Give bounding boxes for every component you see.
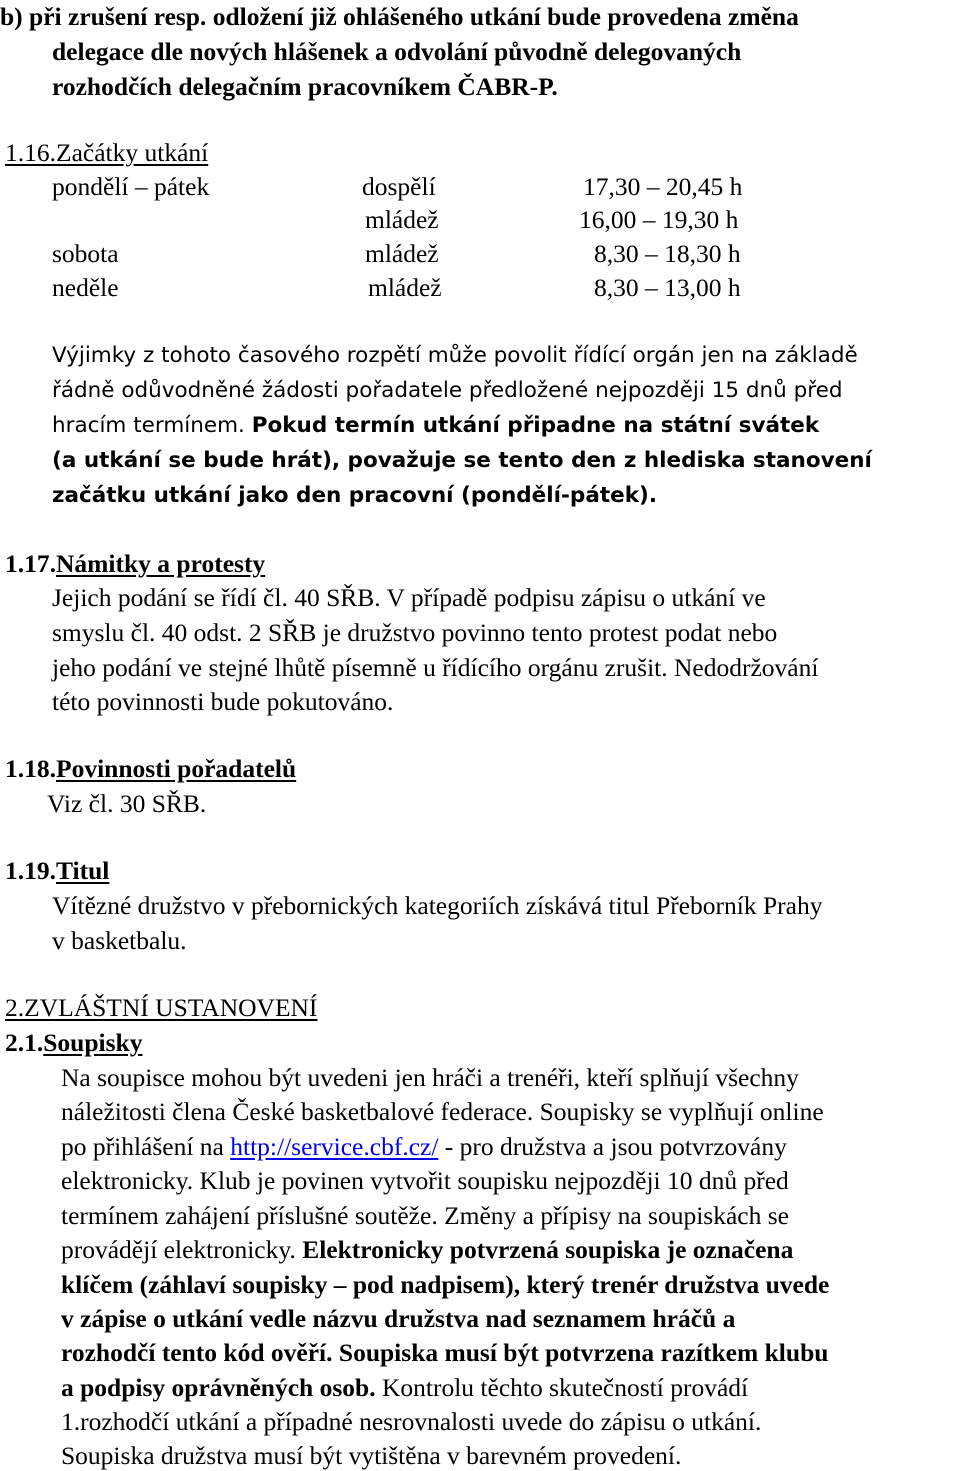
schedule-time: 17,30 – 20,45 h [583, 172, 743, 201]
paragraph-line: termínem zahájení příslušné soutěže. Změny a přípisy na soupiskách se [61, 1201, 789, 1230]
schedule-day: sobota [52, 239, 119, 268]
schedule-category: mládež [368, 273, 442, 302]
section-number: 1.17. [5, 549, 56, 578]
paragraph-line [61, 1237, 793, 1263]
section-title: Námitky a protesty [56, 549, 266, 578]
paragraph-line: jeho podání ve stejné lhůtě písemně u řídícího orgánu zrušit. Nedodržování [52, 653, 819, 682]
section-title: Začátky utkání [56, 138, 209, 167]
section-heading-1-18 [5, 756, 296, 782]
service-link[interactable]: http://service.cbf.cz/ [230, 1132, 439, 1161]
paragraph-line: Viz čl. 30 SŘB. [47, 789, 207, 818]
schedule-time: 8,30 – 13,00 h [594, 273, 741, 302]
line-prefix: po přihlášení na [61, 1132, 231, 1161]
paragraph-line: smyslu čl. 40 odst. 2 SŘB je družstvo povinno tento protest podat nebo [52, 618, 778, 647]
exception-line: řádně odůvodněné žádosti pořadatele předložené nejpozději 15 dnů před [52, 378, 843, 403]
holiday-line: (a utkání se bude hrát), považuje se tento den z hlediska stanovení [52, 448, 872, 473]
line-bold: Elektronicky potvrzená soupiska je označena [302, 1235, 794, 1264]
schedule-category: mládež [365, 239, 439, 268]
paragraph-line [61, 1134, 787, 1160]
exception-line: Výjimky z tohoto časového rozpětí může povolit řídící orgán jen na základě [52, 343, 858, 368]
paragraph-line: této povinnosti bude pokutováno. [52, 687, 394, 716]
paragraph-line: v basketbalu. [52, 926, 187, 955]
paragraph-line: Na soupisce mohou být uvedeni jen hráči a trenéři, kteří splňují všechny [61, 1063, 799, 1092]
line-suffix: - pro družstva a jsou potvrzovány [438, 1132, 787, 1161]
section-title: Povinnosti pořadatelů [56, 754, 297, 783]
section-heading-1-17 [5, 551, 265, 577]
exception-line [52, 415, 819, 437]
paragraph-line-bold: v zápise o utkání vedle názvu družstva nad seznamem hráčů a [61, 1304, 736, 1333]
paragraph-line [61, 1375, 748, 1401]
section-number: 2.1. [5, 1028, 44, 1057]
section-heading-1-16 [5, 140, 208, 166]
paragraph-line-bold: klíčem (záhlaví soupisky – pod nadpisem), který trenér družstva uvede [61, 1270, 830, 1299]
paragraph-line: Jejich podání se řídí čl. 40 SŘB. V případě podpisu zápisu o utkání ve [52, 583, 766, 612]
holiday-line: začátku utkání jako den pracovní (pondělí-pátek). [52, 483, 657, 508]
paragraph-line: Vítězné družstvo v přebornických kategoriích získává titul Přeborník Prahy [52, 891, 823, 920]
intro-line: b) při zrušení resp. odložení již ohlášeného utkání bude provedena změna [0, 2, 799, 31]
section-title: Soupisky [43, 1028, 143, 1057]
intro-line: delegace dle nových hlášenek a odvolání původně delegovaných [52, 37, 742, 66]
paragraph-line: 1.rozhodčí utkání a případné nesrovnalosti uvede do zápisu o utkání. [61, 1407, 762, 1436]
section-number: 1.16. [5, 138, 56, 167]
schedule-day: neděle [52, 273, 119, 302]
schedule-time: 8,30 – 18,30 h [594, 239, 741, 268]
section-heading-2-1 [5, 1030, 143, 1056]
schedule-category: mládež [365, 205, 439, 234]
paragraph-line-bold: rozhodčí tento kód ověří. Soupiska musí být potvrzena razítkem klubu [61, 1338, 829, 1367]
section-title: Titul [56, 856, 110, 885]
exception-tail: hracím termínem. [52, 413, 252, 438]
schedule-category: dospělí [362, 172, 436, 201]
section-heading-1-19 [5, 858, 109, 884]
line-bold: a podpisy oprávněných osob. [61, 1373, 376, 1402]
intro-line: rozhodčích delegačním pracovníkem ČABR-P. [52, 72, 558, 101]
section-number: 1.18. [5, 754, 56, 783]
line-normal: Kontrolu těchto skutečností provádí [375, 1373, 749, 1402]
paragraph-line: elektronicky. Klub je povinen vytvořit soupisku nejpozději 10 dnů před [61, 1166, 789, 1195]
paragraph-line: Soupiska družstva musí být vytištěna v barevném provedení. [61, 1441, 682, 1470]
schedule-day: pondělí – pátek [52, 172, 210, 201]
paragraph-line: náležitosti člena České basketbalové federace. Soupisky se vyplňují online [61, 1097, 824, 1126]
schedule-time: 16,00 – 19,30 h [579, 205, 739, 234]
section-number: 1.19. [5, 856, 56, 885]
line-normal: provádějí elektronicky. [61, 1235, 303, 1264]
holiday-rule: Pokud termín utkání připadne na státní svátek [251, 413, 820, 438]
chapter-heading: 2.ZVLÁŠTNÍ USTANOVENÍ [5, 993, 318, 1022]
